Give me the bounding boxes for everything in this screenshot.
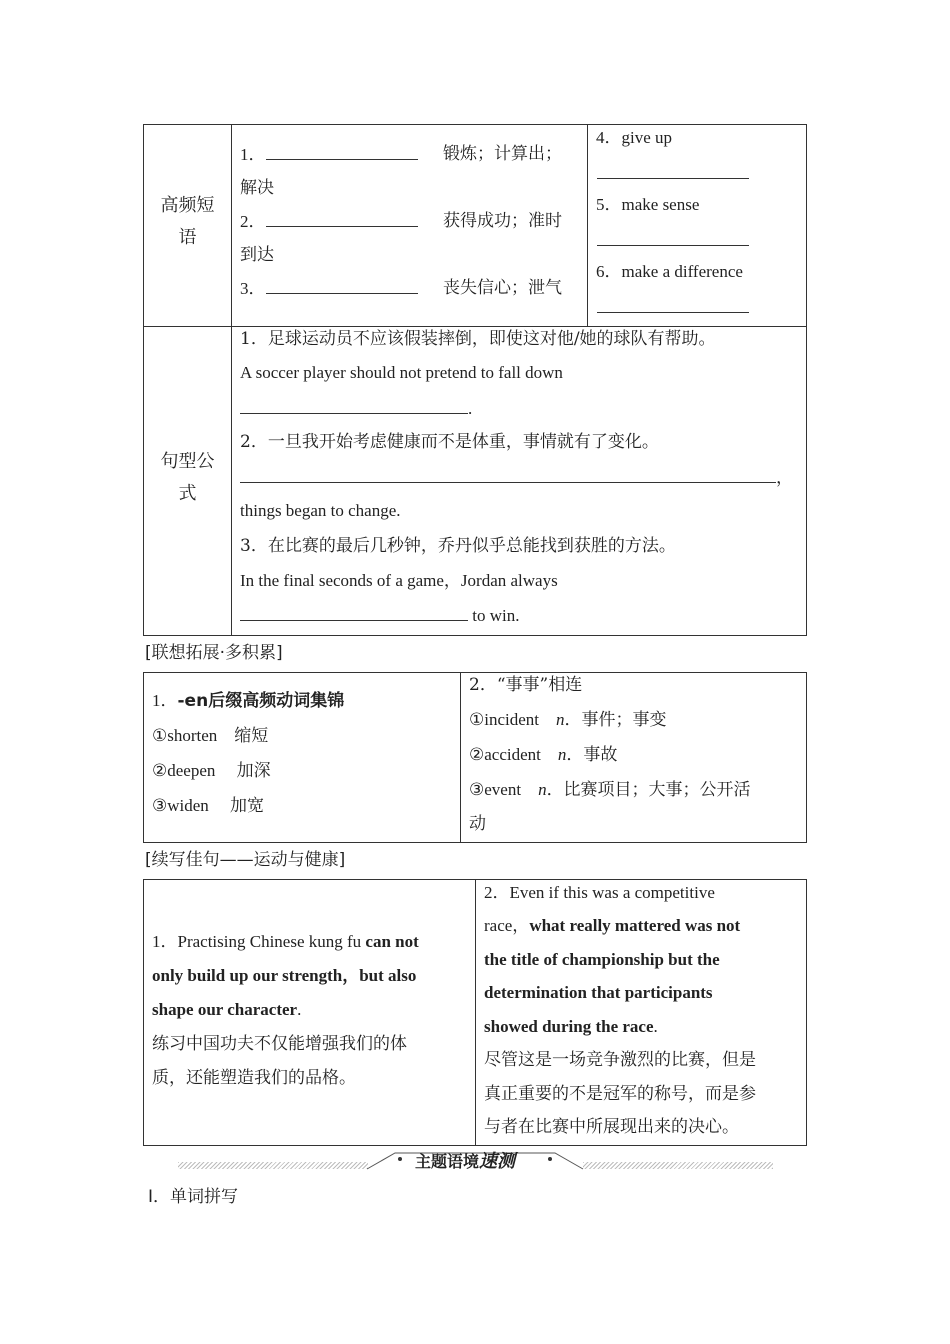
phrase-2-meaning-cont: 到达 (240, 245, 274, 265)
expand-right-word: ①incident (469, 710, 540, 729)
phrases-right-cell (587, 124, 807, 327)
writing-right-line (484, 1016, 658, 1038)
writing-left-bold: shape our character (152, 1000, 298, 1019)
section-expand-title: [联想拓展·多积累] (145, 643, 283, 663)
banner-title (415, 1147, 515, 1173)
phrase-5-blank[interactable] (597, 245, 749, 246)
phrase-1-meaning-cont: 解决 (240, 178, 274, 198)
expand-right-title: 2．“事事”相连 (469, 675, 583, 695)
sentence-2-answer (240, 466, 793, 489)
expand-right-pos: n (557, 745, 567, 764)
sentence-2-blank[interactable] (240, 466, 776, 483)
section-writing-title: [续写佳句——运动与健康] (145, 850, 346, 870)
writing-right-text: race， (484, 916, 530, 935)
phrase-1-meaning: 锻炼；计算出； (443, 144, 562, 164)
writing-right-chinese: 与者在比赛中所展现出来的决心。 (484, 1117, 739, 1137)
sentence-1-chinese: 1．足球运动员不应该假装摔倒，即使这对他/她的球队有帮助。 (240, 329, 716, 349)
writing-right-chinese: 尽管这是一场竞争激烈的比赛，但是 (484, 1050, 756, 1070)
sentence-3-answer (240, 604, 519, 627)
phrase-3-number: 3． (240, 279, 266, 298)
phrase-4: 4．give up (596, 128, 673, 147)
writing-right-bold: showed during the race (484, 1017, 654, 1036)
expand-left-item: ①shorten 缩短 (152, 726, 269, 745)
writing-left-line: only build up our strength，but also (152, 966, 417, 985)
phrase-6-blank[interactable] (597, 312, 749, 313)
writing-right-line (484, 915, 740, 937)
exercise-heading: Ⅰ．单词拼写 (148, 1187, 239, 1207)
expand-right-meaning: ．事故 (566, 745, 618, 764)
banner-text: 主题语境 (415, 1152, 480, 1171)
writing-left-line (152, 931, 419, 953)
writing-left-text: 1．Practising Chinese kung fu (152, 932, 366, 951)
expand-left-item: ③widen 加宽 (152, 796, 265, 815)
writing-right-chinese: 真正重要的不是冠军的称号，而是参 (484, 1084, 756, 1104)
expand-left-item: ②deepen 加深 (152, 761, 271, 780)
writing-left-period: . (297, 1000, 302, 1019)
phrases-label-text: 高频短语 (160, 195, 215, 248)
sentence-2-english: things began to change. (240, 501, 401, 520)
phrase-3-blank[interactable] (266, 277, 418, 294)
expand-right-pos: n (556, 710, 565, 729)
sentence-3-end: to win. (468, 606, 520, 625)
expand-left-title (152, 690, 344, 712)
phrase-4-blank[interactable] (597, 178, 749, 179)
phrase-5: 5．make sense (596, 195, 700, 214)
sentence-3-blank[interactable] (240, 604, 468, 621)
phrase-1 (240, 143, 418, 166)
phrase-1-number: 1． (240, 145, 266, 164)
writing-left-chinese: 质，还能塑造我们的品格。 (152, 1068, 356, 1088)
sentence-2-comma: ， (776, 468, 793, 487)
writing-right-line: determination that participants (484, 983, 713, 1002)
phrase-6: 6．make a difference (596, 262, 743, 281)
expand-right-item (469, 779, 751, 801)
expand-right-item-cont: 动 (469, 814, 486, 834)
phrase-2 (240, 210, 418, 233)
sentence-1-blank[interactable] (240, 397, 468, 414)
writing-right-line: 2．Even if this was a competitive (484, 883, 715, 902)
sentence-1-english: A soccer player should not pretend to fall down (240, 363, 563, 382)
phrase-2-meaning: 获得成功；准时 (443, 211, 562, 231)
sentences-label-text: 句型公式 (160, 451, 215, 504)
writing-right-period: . (653, 1017, 658, 1036)
banner-hatch-left (178, 1162, 368, 1169)
sentence-1-period: . (468, 399, 473, 418)
expand-left-title-text: -en后缀高频动词集锦 (177, 691, 345, 711)
writing-left-bold: can not (365, 932, 419, 951)
phrase-1-blank[interactable] (266, 143, 418, 160)
phrase-3-meaning: 丧失信心；泄气 (443, 278, 562, 298)
sentence-2-chinese: 2．一旦我开始考虑健康而不是体重，事情就有了变化。 (240, 432, 659, 452)
expand-right-item (469, 709, 667, 731)
sentence-3-english: In the final seconds of a game，Jordan always (240, 571, 558, 590)
expand-right-word: ③event (469, 780, 522, 799)
expand-right-pos: n (538, 780, 547, 799)
expand-right-word: ②accident (469, 745, 541, 764)
phrase-2-blank[interactable] (266, 210, 418, 227)
banner-hatch-right (583, 1162, 773, 1169)
phrase-3 (240, 277, 418, 300)
writing-right-bold: what really mattered was not (529, 916, 741, 935)
expand-right-item (469, 744, 617, 766)
phrase-2-number: 2． (240, 212, 266, 231)
sentence-1-answer (240, 397, 472, 420)
writing-left-line (152, 999, 301, 1021)
expand-right-meaning: ．比赛项目；大事；公开活 (546, 780, 751, 799)
banner-text-bold: 速测 (479, 1151, 516, 1172)
phrases-label (143, 190, 232, 254)
writing-left-chinese: 练习中国功夫不仅能增强我们的体 (152, 1034, 407, 1054)
writing-right-line: the title of championship but the (484, 950, 720, 969)
sentences-label (143, 446, 232, 510)
expand-left-title-number: 1． (152, 691, 178, 710)
sentence-3-chinese: 3．在比赛的最后几秒钟，乔丹似乎总能找到获胜的方法。 (240, 536, 676, 556)
expand-right-meaning: ．事件；事变 (564, 710, 667, 729)
